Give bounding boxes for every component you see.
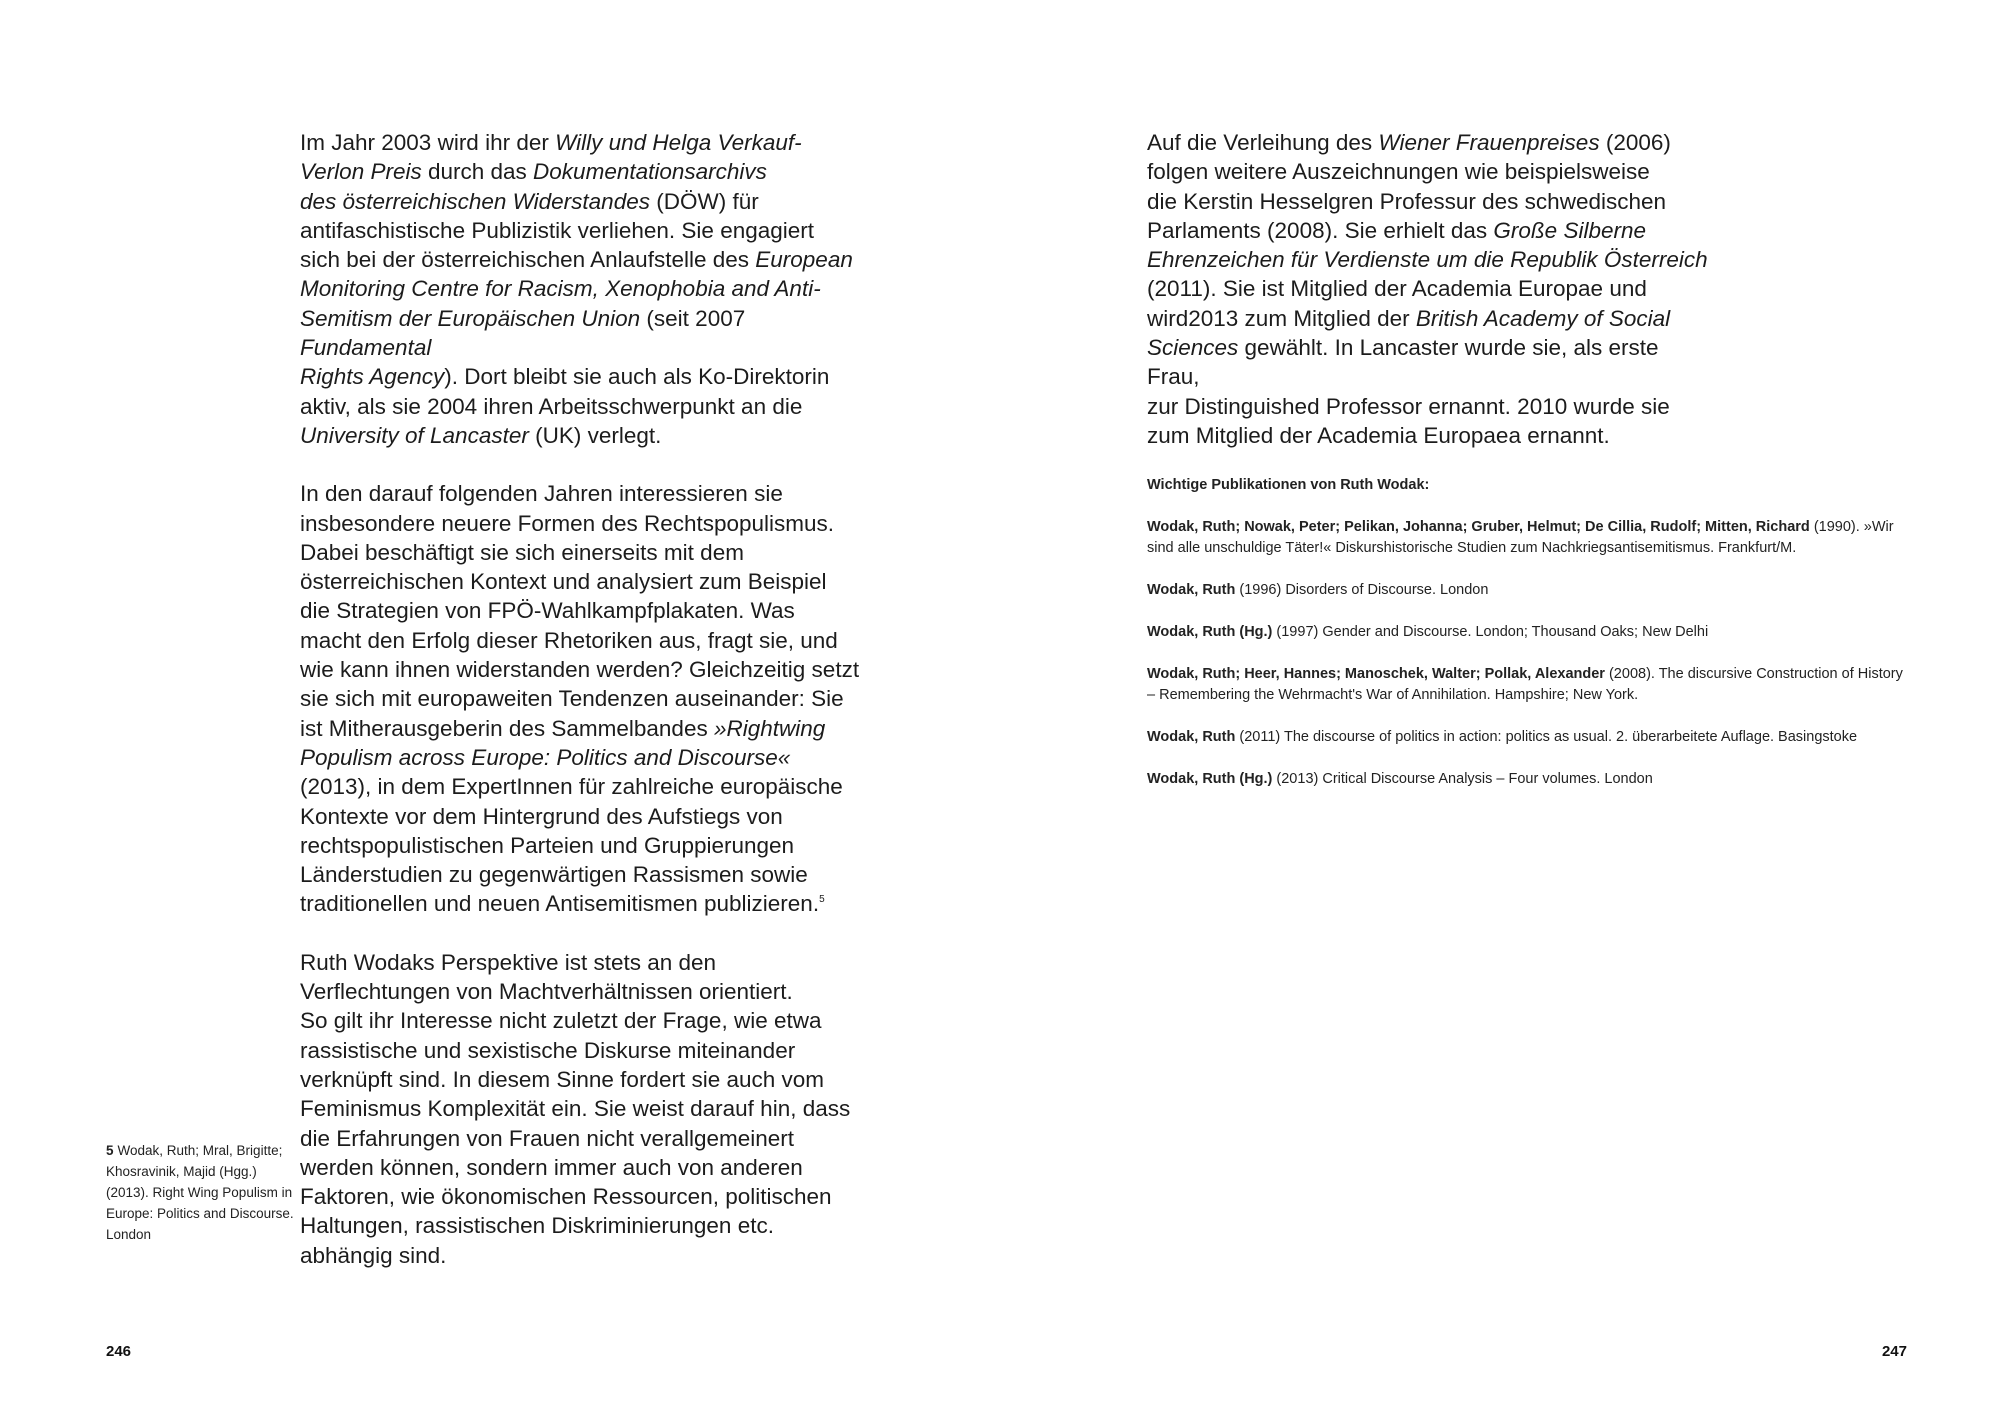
right-body-text bbox=[1147, 128, 1717, 450]
text-run: (seit 2007 bbox=[640, 305, 746, 331]
italic-text: Fundamental Rights Agency bbox=[300, 335, 445, 390]
footnote bbox=[106, 1140, 296, 1245]
publication-entry bbox=[1147, 769, 1907, 790]
italic-text: University of Lancaster bbox=[300, 422, 529, 448]
publications-list bbox=[1147, 517, 1907, 790]
footnote-text: Wodak, Ruth; Mral, Brigitte; Khosravinik, Majid (Hgg.) (2013). Right Wing Populism in Europe: Politics and Discourse. London bbox=[106, 1143, 294, 1242]
publication-authors: Wodak, Ruth; Heer, Hannes; Manoschek, Walter; Pollak, Alexander bbox=[1147, 666, 1605, 682]
text-run: Auf die Verleihung des bbox=[1147, 130, 1379, 155]
publication-entry bbox=[1147, 622, 1907, 643]
left-body-text bbox=[300, 128, 880, 1270]
publication-authors: Wodak, Ruth (Hg.) bbox=[1147, 771, 1273, 787]
publication-authors: Wodak, Ruth bbox=[1147, 729, 1236, 745]
page-number-right: 247 bbox=[1881, 1343, 1907, 1360]
italic-text: British Academy of Social Sciences bbox=[1147, 305, 1671, 361]
text-run: ). Dort bleibt sie auch als Ko-Direktorin aktiv, als sie 2004 ihren Arbeitsschwerpunkt an die bbox=[300, 364, 830, 419]
paragraph bbox=[300, 479, 880, 918]
publication-entry bbox=[1147, 580, 1907, 601]
italic-text: »Rightwing Populism across Europe: Politics and Discourse« bbox=[300, 715, 826, 770]
text-run: (2011). Sie ist Mitglied der Academia Europae und wird2013 zum Mitglied der bbox=[1147, 276, 1647, 331]
publication-entry bbox=[1147, 664, 1907, 706]
publications-heading: Wichtige Publikationen von Ruth Wodak: bbox=[1147, 477, 1430, 493]
publication-entry bbox=[1147, 727, 1907, 748]
italic-text: European Monitoring Centre for Racism, Xenophobia and Anti- Semitism der Europäischen Union bbox=[300, 247, 853, 331]
publication-details: (2011) The discourse of politics in action: politics as usual. 2. überarbeitete Auflage. Basingstoke bbox=[1235, 729, 1858, 745]
page-number-left: 246 bbox=[106, 1343, 132, 1360]
text-run: (DÖW) für antifaschistische Publizistik verliehen. Sie engagiert sich bei der österreichischen Anlaufstelle des bbox=[300, 188, 815, 273]
text-run: Im Jahr 2003 wird ihr der bbox=[300, 130, 556, 155]
text-run: (2013), in dem ExpertInnen für zahlreiche europäische Kontexte vor dem Hintergrund des Aufstiegs von rechtspopulistischen Parteien und Gruppierungen Länderstudien zu gegenwärtigen Rassismen sowie traditionellen und neuen Antisemitismen publizieren. bbox=[300, 774, 843, 917]
publication-authors: Wodak, Ruth (Hg.) bbox=[1147, 624, 1273, 640]
text-run: In den darauf folgenden Jahren interessieren sie insbesondere neuere Formen des Rechtspopulismus. Dabei beschäftigt sie sich einerseits mit dem österreichischen Kontext und analysiert zum Beispiel die Strategien von FPÖ-Wahlkampfplakaten. Was macht den Erfolg dieser Rhetoriken aus, fragt sie, und wie kann ihnen widerstanden werden? Gleichzeitig setzt sie sich mit europaweiten Tendenzen auseinander: Sie ist Mitherausgeberin des Sammelbandes bbox=[300, 481, 860, 741]
italic-text: Große Silberne Ehrenzeichen für Verdienste um die Republik Österreich bbox=[1147, 217, 1708, 273]
text-run: durch das bbox=[421, 159, 534, 185]
publications-section bbox=[1147, 475, 1907, 811]
publication-details: (2008). The discursive Construction of History – Remembering the Wehrmacht's War of Annihilation. Hampshire; New York. bbox=[1147, 666, 1903, 703]
publication-authors: Wodak, Ruth; Nowak, Peter; Pelikan, Johanna; Gruber, Helmut; De Cillia, Rudolf; Mitten, Richard bbox=[1147, 519, 1810, 535]
italic-text: Willy und Helga Verkauf- Verlon Preis bbox=[300, 130, 802, 185]
right-page bbox=[1000, 0, 2000, 1412]
text-run: Ruth Wodaks Perspektive ist stets an den Verflechtungen von Machtverhältnissen orientiert. So gilt ihr Interesse nicht zuletzt der Frage, wie etwa rassistische und sexistische Diskurse miteinander verknüpft sind. In diesem Sinne fordert sie auch vom Feminismus Komplexität ein. Sie weist darauf hin, dass die Erfahrungen von Frauen nicht verallgemeinert werden können, sondern immer auch von anderen Faktoren, wie ökonomischen Ressourcen, politischen Haltungen, rassistischen Diskriminierungen etc. abhängig sind. bbox=[300, 949, 851, 1268]
publication-details: (1996) Disorders of Discourse. London bbox=[1235, 582, 1489, 598]
publication-details: (1990). »Wir sind alle unschuldige Täter!« Diskurshistorische Studien zum Nachkriegsantisemitismus. Frankfurt/M. bbox=[1147, 519, 1894, 556]
footnote-reference: 5 bbox=[819, 894, 825, 906]
publication-authors: Wodak, Ruth bbox=[1147, 582, 1236, 598]
publication-details: (2013) Critical Discourse Analysis – Four volumes. London bbox=[1272, 771, 1653, 787]
publication-entry bbox=[1147, 517, 1907, 559]
text-run: (2006) folgen weitere Auszeichnungen wie beispielsweise die Kerstin Hesselgren Professur des schwedischen Parlaments (2008). Sie erhielt das bbox=[1147, 130, 1671, 243]
italic-text: Wiener Frauenpreises bbox=[1378, 130, 1600, 155]
text-run: gewählt. In Lancaster wurde sie, als erste Frau, zur Distinguished Professor ernannt. 2010 wurde sie zum Mitglied der Academia Europaea ernannt. bbox=[1147, 335, 1670, 448]
italic-text: Dokumentationsarchivs des österreichischen Widerstandes bbox=[300, 159, 767, 214]
footnote-number: 5 bbox=[106, 1143, 114, 1158]
paragraph bbox=[300, 948, 880, 1270]
publication-details: (1997) Gender and Discourse. London; Thousand Oaks; New Delhi bbox=[1272, 624, 1709, 640]
text-run: (UK) verlegt. bbox=[528, 422, 662, 448]
paragraph bbox=[1147, 128, 1717, 450]
paragraph bbox=[300, 128, 880, 450]
